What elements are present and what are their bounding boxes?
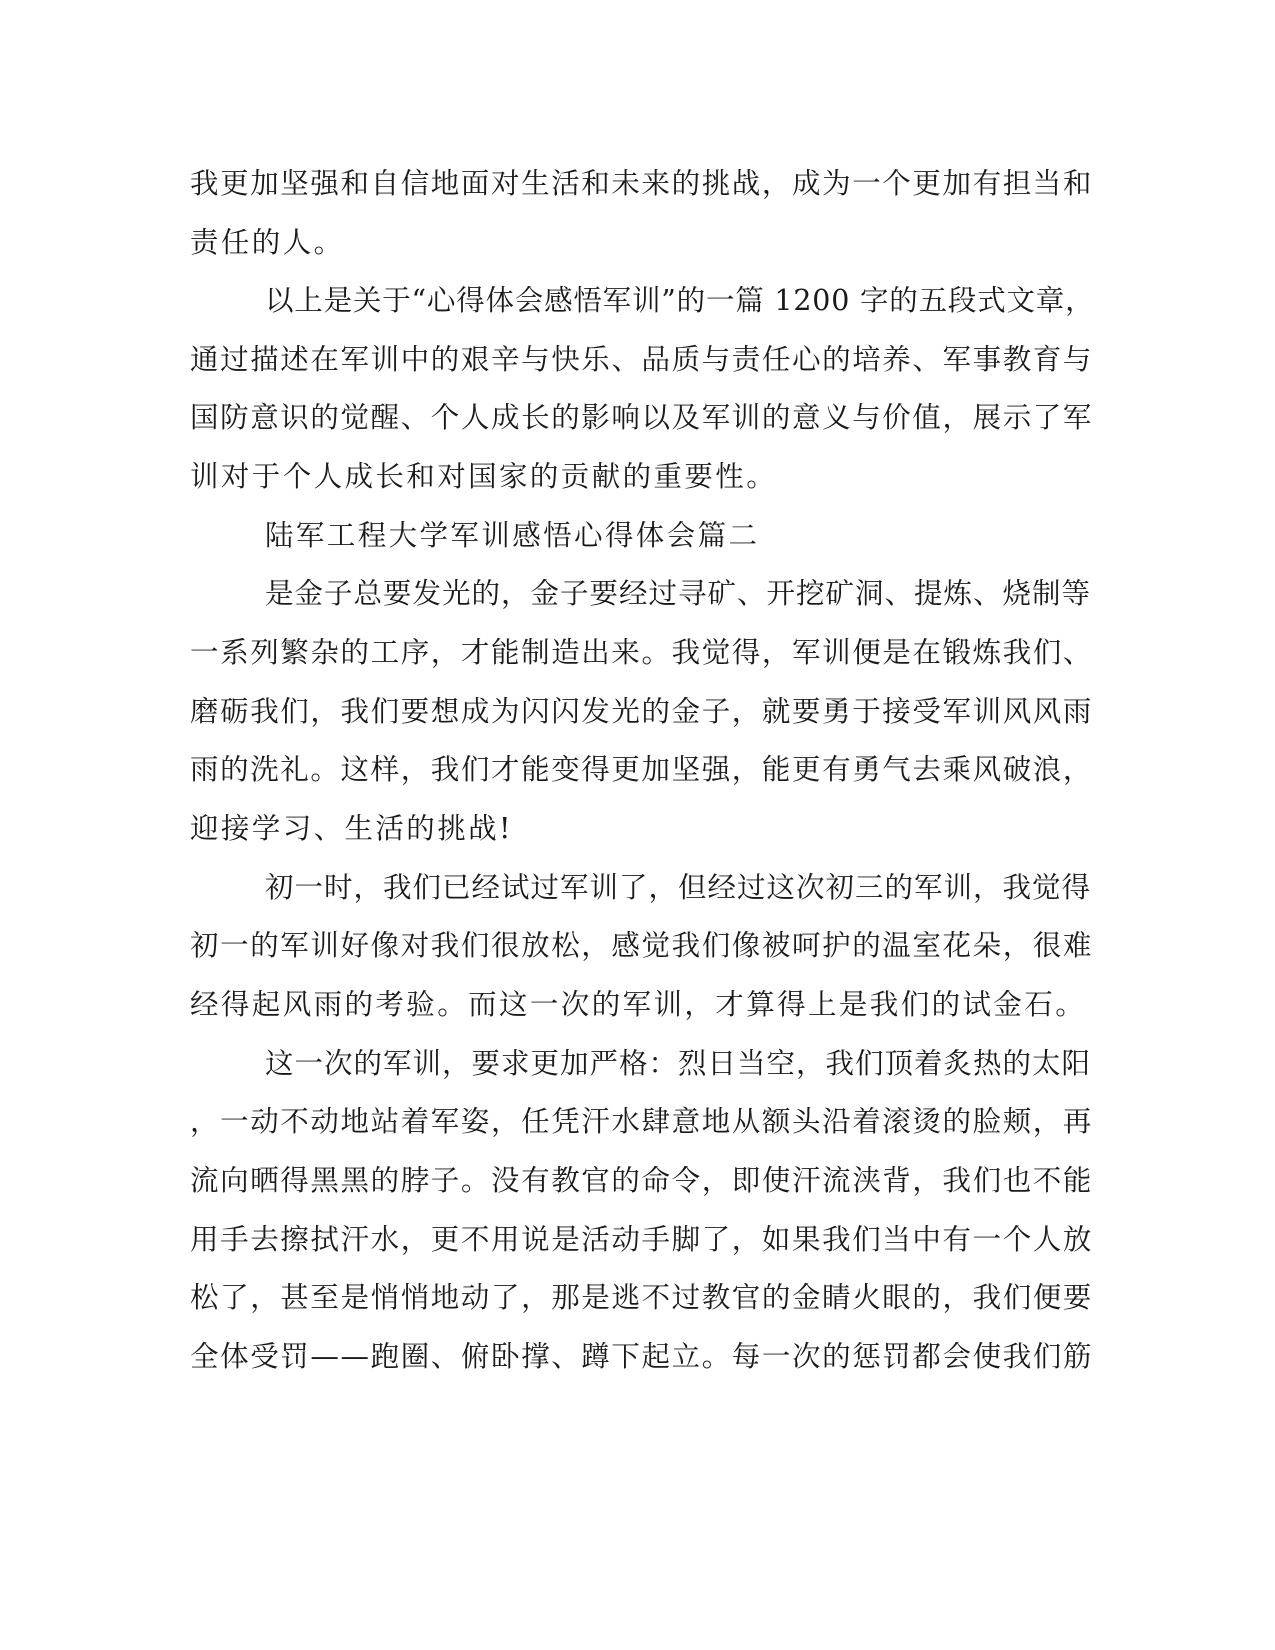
paragraph-first-line: 是金子总要发光的，金子要经过寻矿、开挖矿洞、提炼、烧制等 xyxy=(265,577,1092,610)
paragraph-first-line: 这一次的军训，要求更加严格：烈日当空，我们顶着炙热的太阳 xyxy=(265,1047,1092,1080)
text-line: 流向晒得黑黑的脖子。没有教官的命令，即使汗流浃背，我们也不能 xyxy=(190,1164,1094,1197)
text-line: 用手去擦拭汗水，更不用说是活动手脚了，如果我们当中有一个人放 xyxy=(190,1223,1094,1256)
text-line: 责任的人。 xyxy=(190,226,345,259)
section-heading: 陆军工程大学军训感悟心得体会篇二 xyxy=(265,519,760,552)
text-line: 迎接学习、生活的挑战! xyxy=(190,812,513,845)
text-line: ，一动不动地站着军姿，任凭汗水肆意地从额头沿着滚烫的脸颊，再 xyxy=(190,1105,1094,1138)
text-line: 训对于个人成长和对国家的贡献的重要性。 xyxy=(190,460,778,493)
text-line: 经得起风雨的考验。而这一次的军训，才算得上是我们的试金石。 xyxy=(190,988,1087,1021)
text-line: 初一的军训好像对我们很放松，感觉我们像被呵护的温室花朵，很难 xyxy=(190,929,1094,962)
text-line: 松了，甚至是悄悄地动了，那是逃不过教官的金睛火眼的，我们便要 xyxy=(190,1281,1094,1314)
text-line: 全体受罚——跑圈、俯卧撑、蹲下起立。每一次的惩罚都会使我们筋 xyxy=(190,1340,1094,1373)
paragraph-first-line: 以上是关于“心得体会感悟军训”的一篇 1200 字的五段式文章， xyxy=(265,284,1095,317)
text-line: 一系列繁杂的工序，才能制造出来。我觉得，军训便是在锻炼我们、 xyxy=(190,636,1094,669)
text-line: 我更加坚强和自信地面对生活和未来的挑战，成为一个更加有担当和 xyxy=(190,167,1094,200)
text-line: 雨的洗礼。这样，我们才能变得更加坚强，能更有勇气去乘风破浪， xyxy=(190,753,1094,786)
paragraph-first-line: 初一时，我们已经试过军训了，但经过这次初三的军训，我觉得 xyxy=(265,871,1092,904)
text-line: 磨砺我们，我们要想成为闪闪发光的金子，就要勇于接受军训风风雨 xyxy=(190,695,1094,728)
text-line: 国防意识的觉醒、个人成长的影响以及军训的意义与价值，展示了军 xyxy=(190,401,1094,434)
text-line: 通过描述在军训中的艰辛与快乐、品质与责任心的培养、军事教育与 xyxy=(190,343,1094,376)
